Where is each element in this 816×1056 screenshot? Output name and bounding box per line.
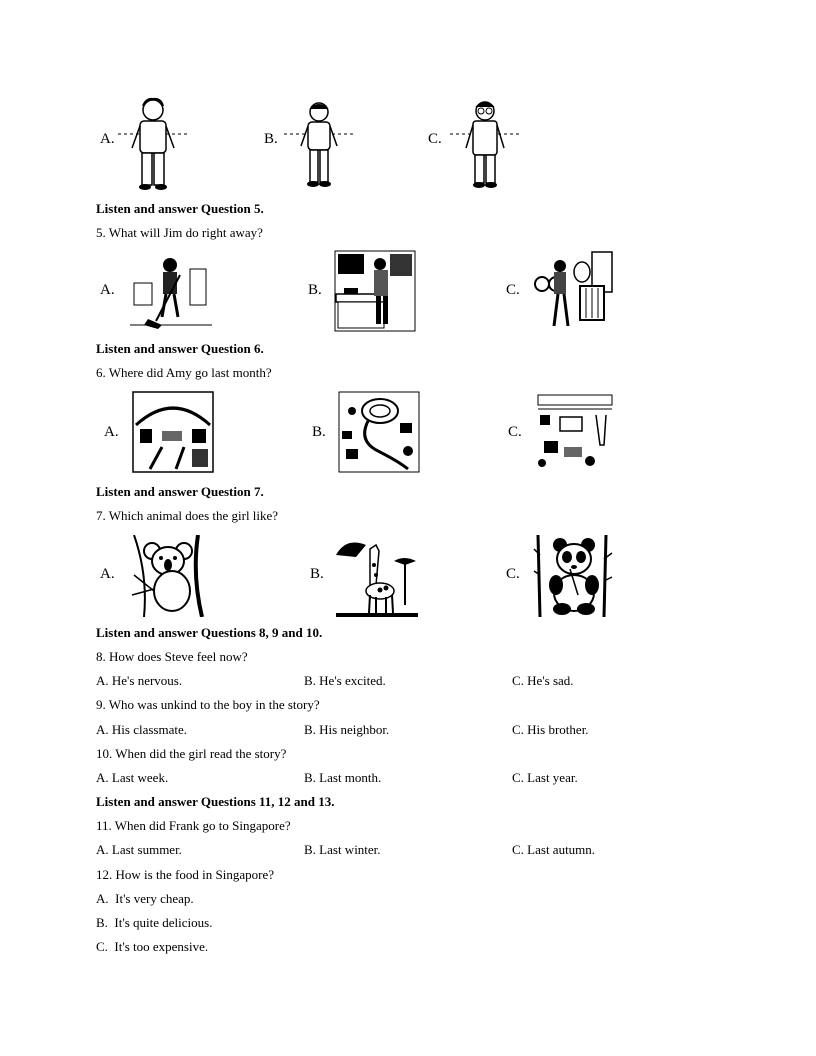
q9-option-a[interactable]: A. His classmate. <box>96 722 187 737</box>
zoo-icon[interactable] <box>534 391 616 473</box>
amusement-park-icon[interactable] <box>338 391 420 473</box>
q7-question: 7. Which animal does the girl like? <box>96 508 279 523</box>
q7-option-c-label: C. <box>506 566 520 582</box>
koala-icon[interactable] <box>128 535 210 617</box>
q6-question: 6. Where did Amy go last month? <box>96 365 272 380</box>
q5-heading: Listen and answer Question 5. <box>96 201 264 216</box>
q4-option-b-label: B. <box>264 131 278 147</box>
q7-option-a-label: A. <box>100 566 115 582</box>
q5-option-a-label: A. <box>100 282 115 298</box>
boy-taking-out-trash-icon[interactable] <box>532 250 614 332</box>
q11-option-b[interactable]: B. Last winter. <box>304 842 381 857</box>
q10-question: 10. When did the girl read the story? <box>96 746 287 761</box>
q9-question: 9. Who was unkind to the boy in the story? <box>96 697 320 712</box>
q4-option-a-label: A. <box>100 131 115 147</box>
q9-option-c[interactable]: C. His brother. <box>512 722 589 737</box>
q12-option-c[interactable]: C. It's too expensive. <box>96 939 209 954</box>
q10-option-a[interactable]: A. Last week. <box>96 770 169 785</box>
q8-option-b[interactable]: B. He's excited. <box>304 673 386 688</box>
boy-with-short-hair-icon <box>284 100 354 190</box>
boy-sweeping-icon[interactable] <box>130 255 212 331</box>
q5-question: 5. What will Jim do right away? <box>96 225 263 240</box>
panda-icon[interactable] <box>532 535 616 617</box>
q8-option-a[interactable]: A. He's nervous. <box>96 673 183 688</box>
q7-option-b-label: B. <box>310 566 324 582</box>
q7-heading: Listen and answer Question 7. <box>96 484 264 499</box>
q8-10-heading: Listen and answer Questions 8, 9 and 10. <box>96 625 323 640</box>
q11-question: 11. When did Frank go to Singapore? <box>96 818 291 833</box>
boy-washing-dishes-icon[interactable] <box>334 250 416 332</box>
q8-question: 8. How does Steve feel now? <box>96 649 248 664</box>
q6-option-c-label: C. <box>508 424 522 440</box>
q6-option-b-label: B. <box>312 424 326 440</box>
q5-option-c-label: C. <box>506 282 520 298</box>
museum-icon[interactable] <box>132 391 214 473</box>
q11-option-a[interactable]: A. Last summer. <box>96 842 182 857</box>
q11-option-c[interactable]: C. Last autumn. <box>512 842 596 857</box>
q12-question: 12. How is the food in Singapore? <box>96 867 275 882</box>
q11-13-heading: Listen and answer Questions 11, 12 and 13. <box>96 794 335 809</box>
q10-option-c[interactable]: C. Last year. <box>512 770 578 785</box>
q6-option-a-label: A. <box>104 424 119 440</box>
giraffe-icon[interactable] <box>336 535 418 617</box>
boy-with-curly-hair-icon <box>118 96 188 192</box>
q4-option-c-label: C. <box>428 131 442 147</box>
q5-option-b-label: B. <box>308 282 322 298</box>
q12-option-a[interactable]: A. It's very cheap. <box>96 891 194 906</box>
q9-option-b[interactable]: B. His neighbor. <box>304 722 390 737</box>
q6-heading: Listen and answer Question 6. <box>96 341 264 356</box>
q8-option-c[interactable]: C. He's sad. <box>512 673 574 688</box>
boy-with-glasses-icon <box>450 98 520 190</box>
q10-option-b[interactable]: B. Last month. <box>304 770 382 785</box>
q12-option-b[interactable]: B. It's quite delicious. <box>96 915 213 930</box>
